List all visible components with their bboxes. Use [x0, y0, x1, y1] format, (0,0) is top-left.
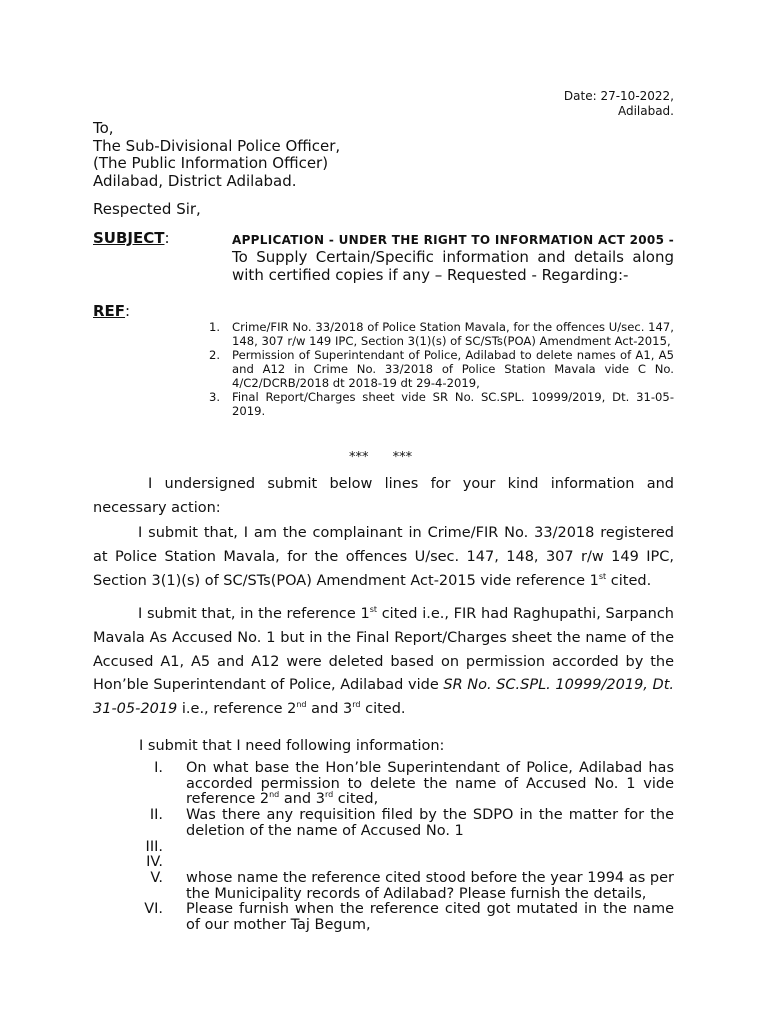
information-number: IV.: [146, 854, 163, 871]
information-item: [140, 902, 674, 933]
information-item: [140, 871, 674, 902]
information-text: On what base the Hon’ble Superintendant of Police, Adilabad has accorded permission to delete the name of Accused No. 1 vide reference 2: [186, 760, 674, 808]
date-text: Date: 27-10-2022,: [563, 89, 674, 103]
para3-sup1: st: [369, 605, 378, 615]
reference-text: Final Report/Charges sheet vide SR No. SC.SPL. 10999/2019, Dt. 31-05-2019.: [232, 390, 674, 418]
reference-item: [205, 348, 674, 390]
information-text: and 3: [279, 791, 325, 808]
subject-label: [93, 229, 170, 247]
subject-label-text: SUBJECT: [93, 229, 165, 247]
information-item: [140, 855, 674, 871]
reference-item: [205, 390, 674, 418]
reference-number: 1.: [209, 320, 221, 334]
place-text: Adilabad.: [617, 104, 674, 118]
para2-sup: st: [598, 572, 607, 582]
salutation: Respected Sir,: [93, 200, 201, 218]
information-number: I.: [154, 760, 163, 776]
information-number: V.: [150, 869, 163, 886]
information-text: Was there any requisition filed by the SDPO in the matter for the deletion of the name of Accused No. 1: [186, 807, 674, 839]
address-line-2: (The Public Information Officer): [93, 154, 329, 172]
ref-label: [93, 302, 130, 320]
date-block: [564, 89, 674, 119]
para2-text: I submit that, I am the complainant in Crime/FIR No. 33/2018 registered at Police Station Mavala, for the offences U/sec. 147, 148, 307 r/w 149 IPC, Section 3(1)(s) of SC/STs(POA) Amendment Act-2015 vide reference 1: [93, 525, 674, 589]
information-list: [140, 761, 674, 934]
subject-colon: :: [164, 229, 170, 247]
para2-tail: cited.: [606, 573, 652, 589]
recipient-address: [93, 120, 340, 190]
information-text: whose name the reference cited stood before the year 1994 as per the Municipality records of Adilabad? Please furnish the details,: [186, 869, 674, 902]
information-text: cited,: [333, 791, 379, 808]
para3-a: I submit that, in the reference 1: [138, 606, 370, 622]
ref-label-text: REF: [93, 302, 126, 320]
para3-d: and 3: [306, 701, 353, 718]
address-line-1: The Sub-Divisional Police Officer,: [93, 136, 341, 155]
para3-c: i.e., reference 2: [177, 701, 297, 718]
reference-number: 3.: [209, 390, 221, 404]
section-separator: *** ***: [349, 450, 413, 465]
subject-bold: APPLICATION - UNDER THE RIGHT TO INFORMATION ACT 2005 -: [232, 233, 674, 247]
information-item: [140, 840, 674, 856]
paragraph-intro: I undersigned submit below lines for your kind information and necessary action:: [93, 476, 674, 516]
paragraph-deletion: [93, 603, 674, 722]
information-number: III.: [145, 838, 163, 855]
para3-sup3: rd: [352, 700, 361, 710]
paragraph-complainant: [93, 521, 674, 593]
information-item: [140, 761, 674, 808]
subject-rest: To Supply Certain/Specific information and details along with certified copies if any – Requested - Regarding:-: [232, 248, 674, 284]
para3-italic-ref: SR No. SC.SPL. 10999/2019, Dt. 31-05-2019: [93, 677, 674, 718]
information-item: [140, 808, 674, 839]
information-sup: rd: [324, 790, 334, 800]
para3-b: cited i.e., FIR had Raghupathi, Sarpanch Mavala As Accused No. 1 but in the Final Report/Charges sheet the name of the Accused A1, A5 and A12 were deleted based on permission accorded by the Hon’ble Superintendant of Police, Adilabad vide: [93, 606, 674, 694]
para3-sup2: nd: [296, 700, 307, 710]
information-number: II.: [149, 807, 163, 824]
ref-colon: :: [125, 302, 131, 320]
reference-text: Crime/FIR No. 33/2018 of Police Station Mavala, for the offences U/sec. 147, 148, 307 r/w 149 IPC, Section 3(1)(s) of SC/STs(POA) Amendment Act-2015,: [232, 320, 674, 348]
paragraph-information-needed: I submit that I need following information:: [139, 738, 445, 754]
address-line-3: Adilabad, District Adilabad.: [93, 171, 297, 190]
address-to: To,: [93, 119, 114, 137]
reference-text: Permission of Superintendant of Police, Adilabad to delete names of A1, A5 and A12 in Crime No. 33/2018 of Police Station Mavala vide C No. 4/C2/DCRB/2018 dt 2018-19 dt 29-4-2019,: [232, 348, 674, 390]
subject-text: [232, 231, 674, 284]
para3-e: cited.: [360, 701, 406, 718]
information-number: VI.: [144, 901, 163, 918]
reference-number: 2.: [209, 348, 221, 362]
information-text: Please furnish when the reference cited got mutated in the name of our mother Taj Begum,: [186, 901, 674, 933]
reference-list: [205, 320, 674, 418]
information-sup: nd: [269, 790, 280, 800]
reference-item: [205, 320, 674, 348]
